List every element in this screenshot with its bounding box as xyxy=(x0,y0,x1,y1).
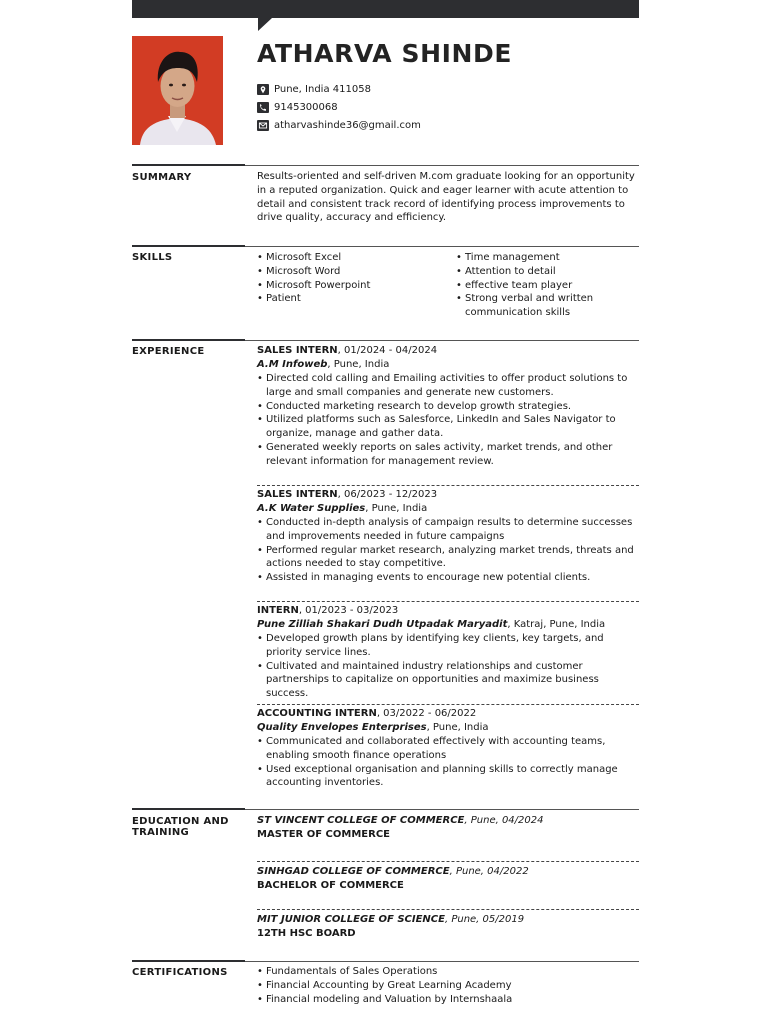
job-heading xyxy=(257,707,476,721)
edu-school-line xyxy=(257,913,524,927)
job-dates: , 01/2023 - 03/2023 xyxy=(298,605,399,616)
section-rule-dark xyxy=(132,164,245,166)
contact-address xyxy=(257,84,371,95)
section-rule xyxy=(245,809,639,810)
phone-text: 9145300068 xyxy=(274,102,338,113)
section-title-line: TRAINING xyxy=(132,827,190,838)
skill-item: • Strong verbal and written communication skills xyxy=(456,292,606,320)
certification-item: • Fundamentals of Sales Operations xyxy=(257,965,639,979)
phone-icon xyxy=(257,102,269,113)
degree-name: BACHELOR OF COMMERCE xyxy=(257,880,404,891)
section-title-summary: SUMMARY xyxy=(132,172,192,183)
section-rule xyxy=(245,340,639,341)
job-dates: , 03/2022 - 06/2022 xyxy=(376,708,477,719)
job-heading xyxy=(257,344,437,358)
skill-item: • Microsoft Powerpoint xyxy=(257,279,437,293)
school-name: SINHGAD COLLEGE OF COMMERCE xyxy=(257,866,450,877)
skill-item: • Attention to detail xyxy=(456,265,606,279)
entry-divider xyxy=(257,861,639,862)
job-dates: , 01/2024 - 04/2024 xyxy=(337,345,438,356)
section-rule-dark xyxy=(132,808,245,810)
contact-phone xyxy=(257,102,338,113)
job-dates: , 06/2023 - 12/2023 xyxy=(337,489,438,500)
section-rule-dark xyxy=(132,339,245,341)
job-company xyxy=(257,618,605,632)
company-location: , Pune, India xyxy=(365,503,428,514)
skill-item: • effective team player xyxy=(456,279,606,293)
company-location: , Pune, India xyxy=(327,359,390,370)
degree-name: 12TH HSC BOARD xyxy=(257,928,356,939)
location-pin-icon xyxy=(257,84,269,95)
entry-divider xyxy=(257,704,639,705)
certification-item: • Financial modeling and Valuation by Internshaala xyxy=(257,993,639,1007)
section-title-skills: SKILLS xyxy=(132,252,173,263)
section-rule xyxy=(245,165,639,166)
list-item: • Conducted in-depth analysis of campaign results to determine successes and improvements needed in future campaigns xyxy=(257,516,639,544)
entry-divider xyxy=(257,909,639,910)
address-text: Pune, India 411058 xyxy=(274,84,371,95)
list-item: • Utilized platforms such as Salesforce, LinkedIn and Sales Navigator to organize, manage and gather data. xyxy=(257,413,639,441)
section-title-education xyxy=(132,816,229,838)
summary-text: Results-oriented and self-driven M.com graduate looking for an opportunity in a reputed organization. Quick and eager learner with acute attention to detail and consistent track record of identifying process improvements to drive quality, accuracy and efficiency. xyxy=(257,171,635,224)
company-location: , Pune, India xyxy=(426,722,489,733)
list-item: • Cultivated and maintained industry relationships and customer partnerships to capitalize on opportunities and maximize business success. xyxy=(257,660,639,701)
certification-item: • Financial Accounting by Great Learning Academy xyxy=(257,979,639,993)
school-detail: , Pune, 04/2022 xyxy=(449,866,529,877)
job-role: INTERN xyxy=(257,605,299,616)
skills-list-right xyxy=(456,251,606,320)
list-item: • Used exceptional organisation and planning skills to correctly manage accounting inventories. xyxy=(257,763,639,791)
company-location: , Katraj, Pune, India xyxy=(507,619,606,630)
company-name: A.K Water Supplies xyxy=(257,503,366,514)
company-name: Quality Envelopes Enterprises xyxy=(257,722,427,733)
list-item: • Directed cold calling and Emailing activities to offer product solutions to large and small companies and generate new customers. xyxy=(257,372,639,400)
job-company xyxy=(257,358,389,372)
edu-school-line xyxy=(257,865,529,879)
job-bullets xyxy=(257,372,639,469)
job-bullets xyxy=(257,632,639,701)
company-name: Pune Zilliah Shakari Dudh Utpadak Maryadit xyxy=(257,619,508,630)
skills-list-left xyxy=(257,251,437,306)
list-item: • Communicated and collaborated effectively with accounting teams, enabling smooth finance operations xyxy=(257,735,639,763)
job-role: ACCOUNTING INTERN xyxy=(257,708,377,719)
job-company xyxy=(257,721,489,735)
list-item: • Generated weekly reports on sales activity, market trends, and other relevant information for management review. xyxy=(257,441,639,469)
section-rule xyxy=(245,961,639,962)
section-rule-dark xyxy=(132,245,245,247)
header-notch xyxy=(258,18,272,31)
entry-divider xyxy=(257,601,639,602)
skill-item: • Time management xyxy=(456,251,606,265)
header-accent-bar xyxy=(132,0,639,18)
job-heading xyxy=(257,604,398,618)
job-bullets xyxy=(257,516,639,585)
skill-item: • Patient xyxy=(257,292,437,306)
school-detail: , Pune, 04/2024 xyxy=(464,815,544,826)
school-detail: , Pune, 05/2019 xyxy=(444,914,525,925)
section-rule-dark xyxy=(132,960,245,962)
job-role: SALES INTERN xyxy=(257,345,338,356)
envelope-icon xyxy=(257,120,269,131)
skill-item: • Microsoft Excel xyxy=(257,251,437,265)
section-title-line: EDUCATION AND xyxy=(132,816,229,827)
section-rule xyxy=(245,246,639,247)
certifications-list xyxy=(257,965,639,1006)
list-item: • Assisted in managing events to encourage new potential clients. xyxy=(257,571,639,585)
job-role: SALES INTERN xyxy=(257,489,338,500)
company-name: A.M Infoweb xyxy=(257,359,328,370)
skill-item: • Microsoft Word xyxy=(257,265,437,279)
candidate-name: ATHARVA SHINDE xyxy=(257,39,513,68)
school-name: MIT JUNIOR COLLEGE OF SCIENCE xyxy=(257,914,445,925)
section-title-certifications: CERTIFICATIONS xyxy=(132,967,228,978)
list-item: • Performed regular market research, analyzing market trends, threats and actions needed to stay competitive. xyxy=(257,544,639,572)
list-item: • Conducted marketing research to develop growth strategies. xyxy=(257,400,639,414)
school-name: ST VINCENT COLLEGE OF COMMERCE xyxy=(257,815,465,826)
job-company xyxy=(257,502,427,516)
degree-name: MASTER OF COMMERCE xyxy=(257,829,390,840)
list-item: • Developed growth plans by identifying key clients, key targets, and priority service lines. xyxy=(257,632,639,660)
contact-email[interactable] xyxy=(257,120,421,131)
profile-photo xyxy=(132,36,223,145)
email-text[interactable]: atharvashinde36@gmail.com xyxy=(274,120,421,131)
job-heading xyxy=(257,488,437,502)
job-bullets xyxy=(257,735,639,790)
edu-school-line xyxy=(257,814,544,828)
section-title-experience: EXPERIENCE xyxy=(132,346,205,357)
entry-divider xyxy=(257,485,639,486)
